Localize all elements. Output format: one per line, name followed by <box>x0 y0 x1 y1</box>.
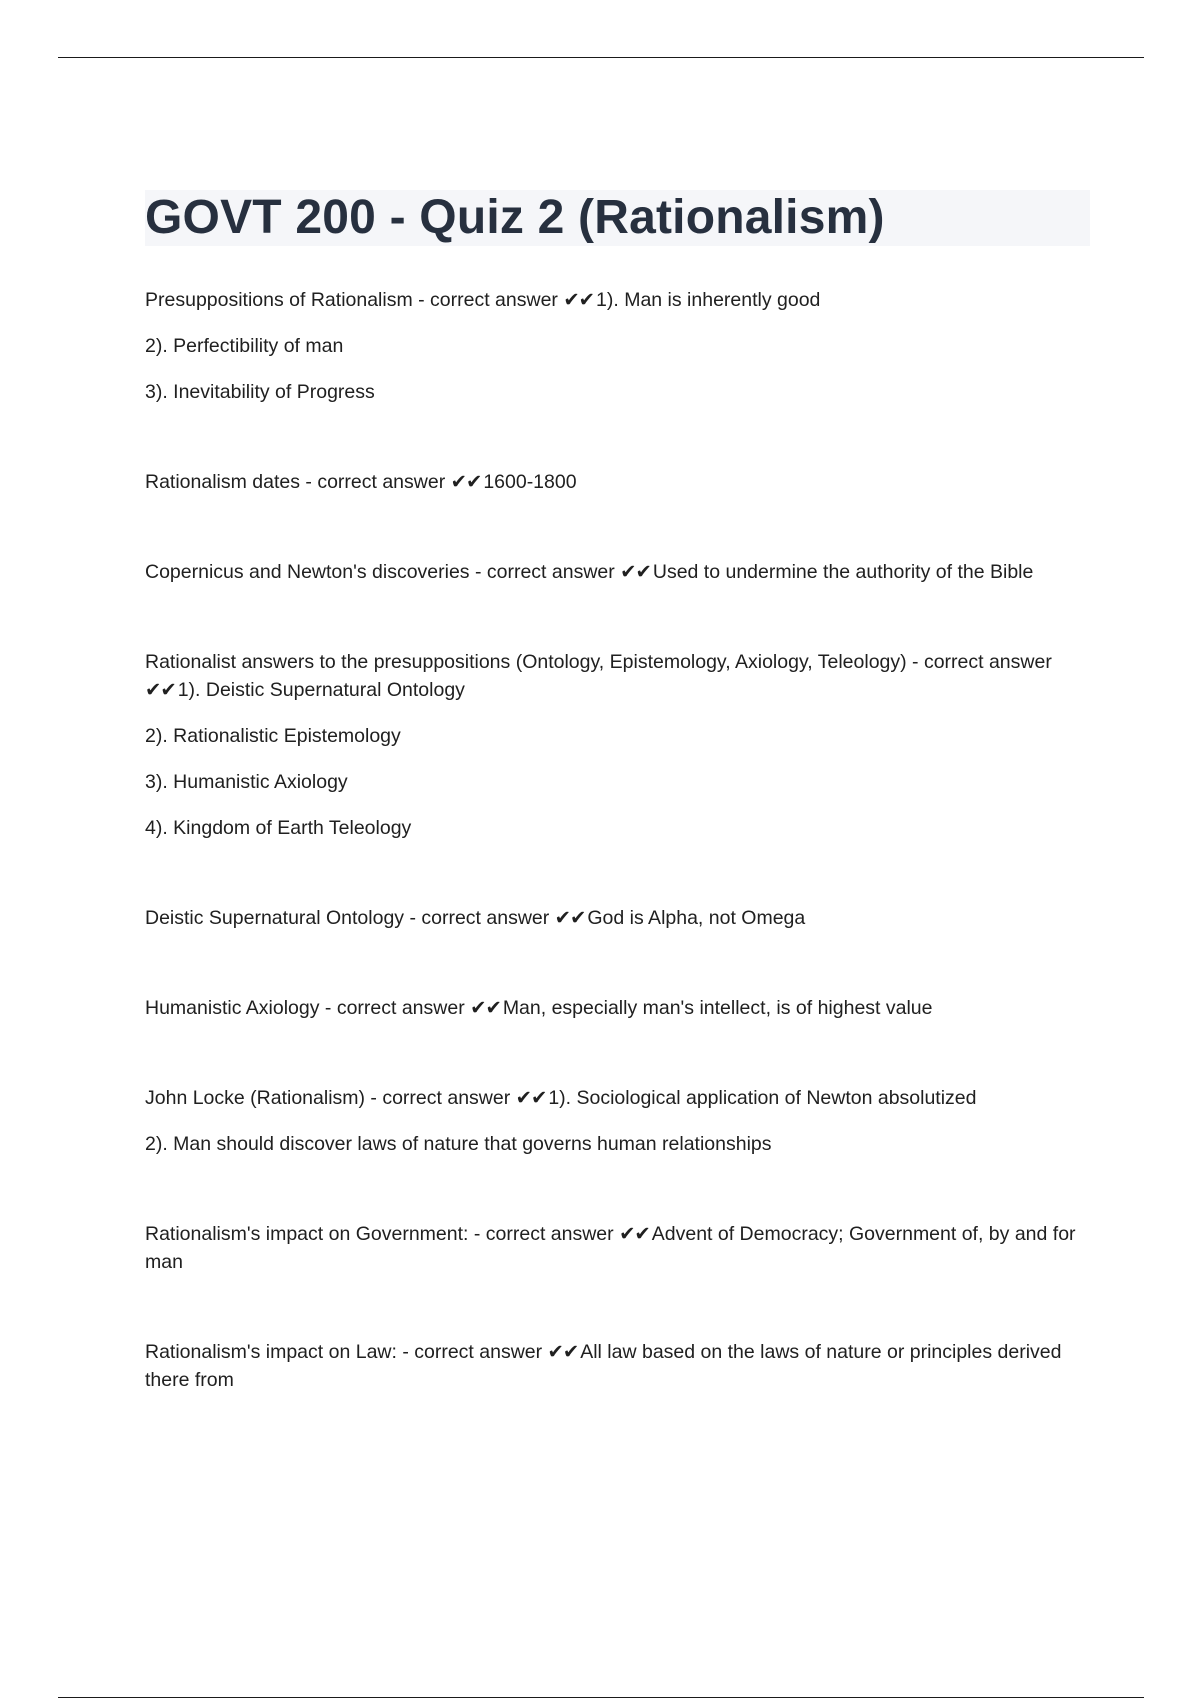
qa-extra-line: 3). Inevitability of Progress <box>145 381 375 403</box>
qa-term: Rationalism's impact on Government: - correct answer <box>145 1223 620 1245</box>
qa-term: Humanistic Axiology - correct answer <box>145 997 471 1019</box>
qa-extra-line: 2). Rationalistic Epistemology <box>145 725 401 747</box>
qa-first-line <box>145 468 1090 496</box>
qa-term: Copernicus and Newton's discoveries - correct answer <box>145 561 621 583</box>
qa-extra-line: 3). Humanistic Axiology <box>145 771 348 793</box>
qa-entry <box>145 1338 1090 1394</box>
qa-term: Deistic Supernatural Ontology - correct answer <box>145 907 555 929</box>
qa-entry <box>145 558 1090 586</box>
title-banner <box>145 190 1090 246</box>
qa-first-line <box>145 994 1090 1022</box>
check-mark-icon: ✔✔ <box>450 471 482 493</box>
check-mark-icon: ✔✔ <box>470 997 501 1019</box>
qa-entry <box>145 286 1090 406</box>
qa-extra-line: 2). Perfectibility of man <box>145 335 344 357</box>
check-mark-icon: ✔✔ <box>515 1087 547 1109</box>
qa-entry <box>145 1084 1090 1158</box>
qa-term: Rationalism dates - correct answer <box>145 471 451 493</box>
check-mark-icon: ✔✔ <box>563 289 595 311</box>
bottom-rule <box>58 1697 1144 1698</box>
qa-term: Presuppositions of Rationalism - correct answer <box>145 289 564 311</box>
qa-term: Rationalist answers to the presuppositions (Ontology, Epistemology, Axiology, Teleology) - correct answer <box>145 651 1052 673</box>
qa-answer: All law based on the laws of nature or principles derived there from <box>145 1341 1062 1391</box>
qa-entry <box>145 468 1090 496</box>
qa-answer: God is Alpha, not Omega <box>587 907 806 929</box>
check-mark-icon: ✔✔ <box>554 907 586 929</box>
top-rule <box>58 57 1144 58</box>
qa-list <box>145 286 1090 1394</box>
qa-answer: Used to undermine the authority of the Bible <box>652 561 1034 583</box>
qa-extra-line: 4). Kingdom of Earth Teleology <box>145 817 412 839</box>
qa-first-line <box>145 1338 1090 1394</box>
qa-first-line <box>145 904 1090 932</box>
check-mark-icon: ✔✔ <box>547 1341 579 1363</box>
qa-entry <box>145 994 1090 1022</box>
qa-first-line <box>145 1084 1090 1112</box>
qa-answer: 1). Man is inherently good <box>596 289 821 311</box>
qa-first-line <box>145 648 1090 704</box>
qa-answer: 1600-1800 <box>483 471 577 493</box>
qa-answer: Advent of Democracy; Government of, by and for man <box>145 1223 1076 1273</box>
qa-entry <box>145 1220 1090 1276</box>
qa-extra-line: 2). Man should discover laws of nature that governs human relationships <box>145 1133 772 1155</box>
check-mark-icon: ✔✔ <box>145 679 176 701</box>
qa-term: Rationalism's impact on Law: - correct answer <box>145 1341 548 1363</box>
qa-term: John Locke (Rationalism) - correct answer <box>145 1087 516 1109</box>
qa-entry <box>145 904 1090 932</box>
document-body <box>145 190 1090 1456</box>
qa-answer: 1). Sociological application of Newton absolutized <box>548 1087 977 1109</box>
qa-answer: Man, especially man's intellect, is of highest value <box>502 997 933 1019</box>
qa-first-line <box>145 558 1090 586</box>
check-mark-icon: ✔✔ <box>619 1223 650 1245</box>
check-mark-icon: ✔✔ <box>620 561 651 583</box>
qa-entry <box>145 648 1090 842</box>
qa-answer: 1). Deistic Supernatural Ontology <box>177 679 465 701</box>
page-title: GOVT 200 - Quiz 2 (Rationalism) <box>145 191 885 244</box>
qa-first-line <box>145 1220 1090 1276</box>
qa-first-line <box>145 286 1090 314</box>
